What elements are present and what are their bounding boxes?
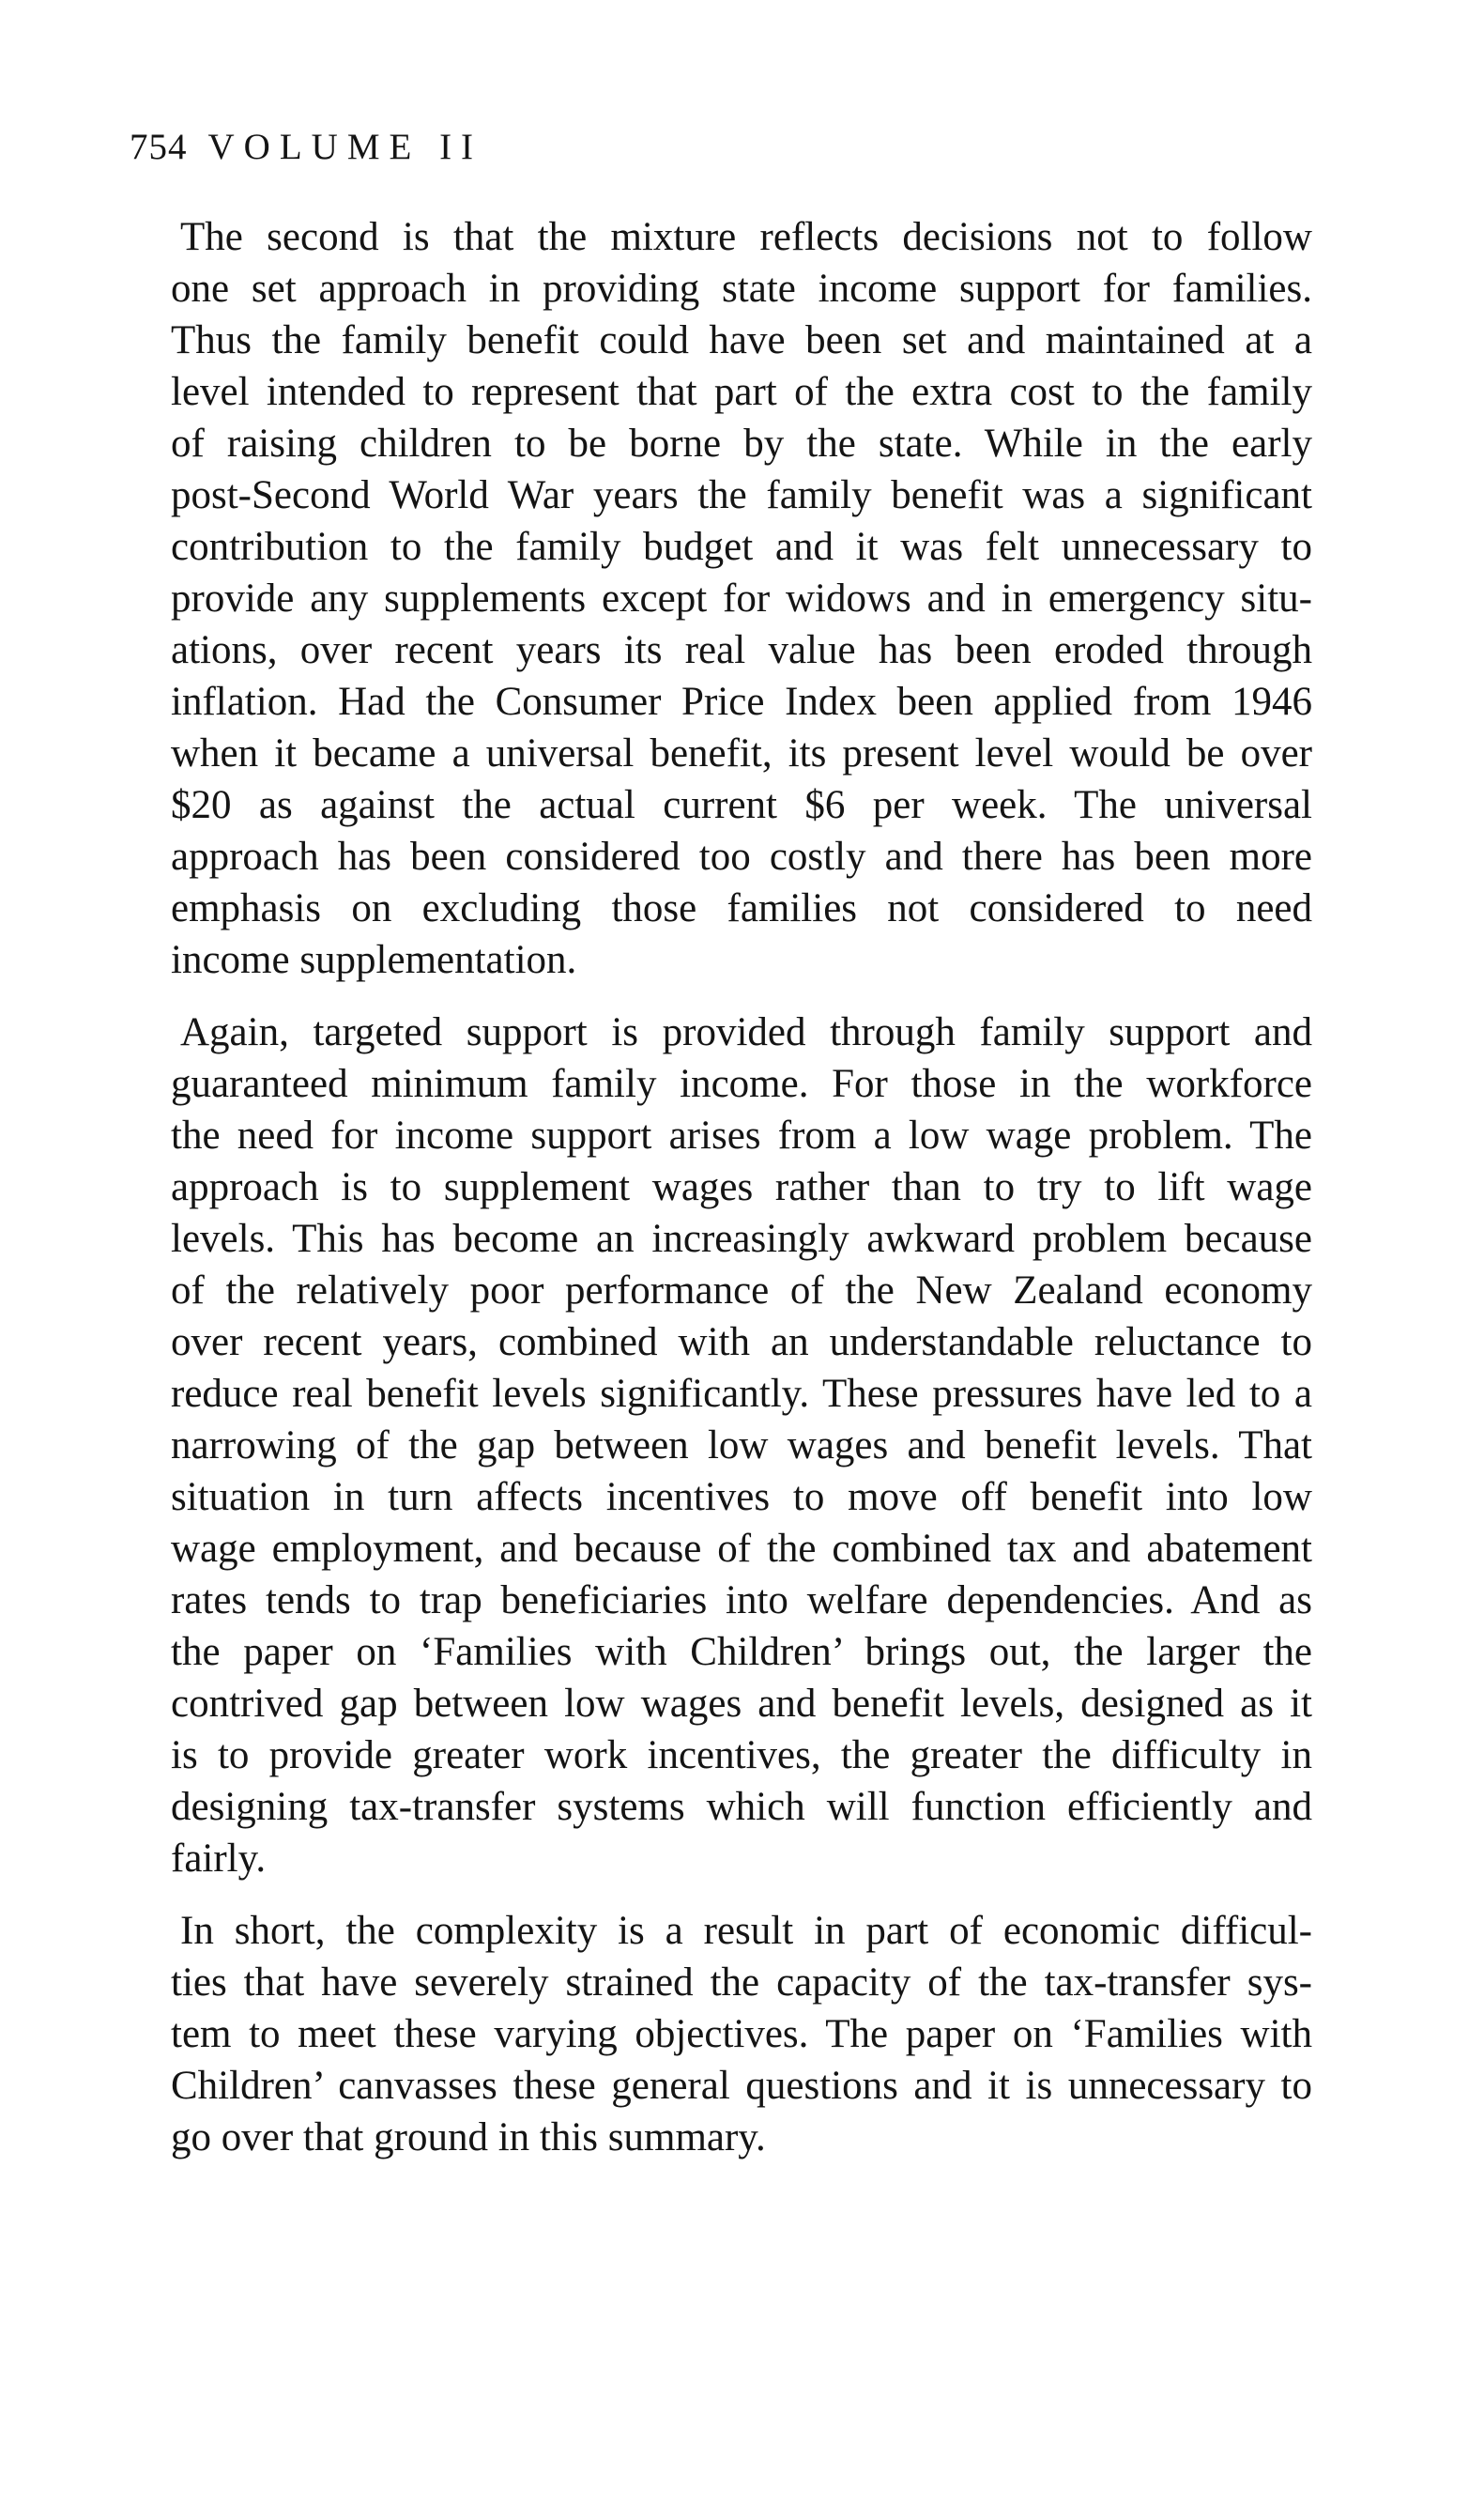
running-head [130,126,482,169]
text-line: income supplementation. [171,938,577,982]
text-line: provide any supplements except for widows and in emergency situ- [171,576,1312,621]
text-line: the need for income support arises from a low wage problem. The [171,1114,1312,1158]
text-line: approach is to supplement wages rather than to try to lift wage [171,1165,1312,1209]
text-line: go over that ground in this summary. [171,2115,766,2159]
text-line: post-Second World War years the family benefit was a significant [171,473,1312,517]
text-line: situation in turn affects incentives to move off benefit into low [171,1475,1312,1519]
text-line: contribution to the family budget and it was felt unnecessary to [171,525,1312,569]
text-line: guaranteed minimum family income. For those in the workforce [171,1062,1312,1106]
body-text [171,211,1312,2184]
text-line: is to provide greater work incentives, the greater the difficulty in [171,1733,1312,1777]
text-line: inflation. Had the Consumer Price Index been applied from 1946 [171,680,1312,724]
text-line: level intended to represent that part of the extra cost to the family [171,370,1312,414]
text-line: wage employment, and because of the combined tax and abatement [171,1527,1312,1571]
text-line: over recent years, combined with an understandable reluctance to [171,1320,1312,1364]
text-line: designing tax-transfer systems which will function efficiently and [171,1785,1312,1829]
text-line: approach has been considered too costly and there has been more [171,835,1312,879]
text-line: ations, over recent years its real value has been eroded through [171,628,1312,672]
text-line: of the relatively poor performance of the New Zealand economy [171,1268,1312,1313]
text-line: Again, targeted support is provided through family support and [180,1010,1312,1054]
text-line: the paper on ‘Families with Children’ brings out, the larger the [171,1630,1312,1674]
text-line: rates tends to trap beneficiaries into welfare dependencies. And as [171,1578,1312,1622]
text-line: In short, the complexity is a result in part of economic difficul- [180,1909,1312,1953]
text-line: of raising children to be borne by the state. While in the early [171,422,1312,466]
text-line: The second is that the mixture reflects decisions not to follow [180,215,1312,259]
paragraph-1 [171,211,1312,986]
text-line: one set approach in providing state income support for families. [171,267,1312,311]
paragraph-2 [171,1007,1312,1884]
text-line: narrowing of the gap between low wages and benefit levels. That [171,1423,1312,1468]
paragraph-3 [171,1905,1312,2163]
text-line: fairly. [171,1836,267,1881]
text-line: ties that have severely strained the capacity of the tax-transfer sys- [171,1960,1312,2005]
page-number: 754 [130,127,188,167]
text-line: levels. This has become an increasingly awkward problem because [171,1217,1312,1261]
text-line: Thus the family benefit could have been set and maintained at a [171,318,1312,362]
text-line: $20 as against the actual current $6 per week. The universal [171,783,1312,827]
text-line: emphasis on excluding those families not considered to need [171,886,1312,930]
text-line: contrived gap between low wages and benefit levels, designed as it [171,1682,1312,1726]
text-line: when it became a universal benefit, its present level would be over [171,731,1312,776]
volume-label: VOLUME II [207,127,483,167]
text-line: Children’ canvasses these general questions and it is unnecessary to [171,2064,1312,2108]
text-line: reduce real benefit levels significantly. These pressures have led to a [171,1372,1312,1416]
text-line: tem to meet these varying objectives. The paper on ‘Families with [171,2012,1312,2056]
